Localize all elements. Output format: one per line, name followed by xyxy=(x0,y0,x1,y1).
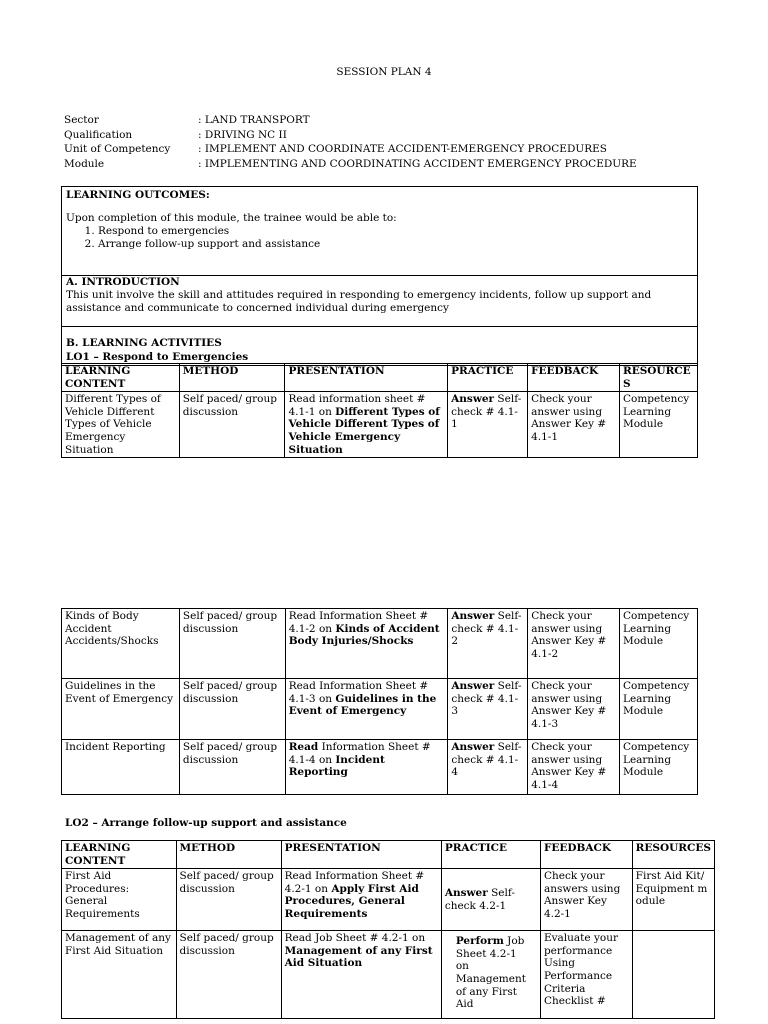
table-header-row xyxy=(62,364,698,392)
cell-practice xyxy=(448,609,528,679)
practice-text: Self-check # 4.1-3 xyxy=(451,680,522,718)
presentation-text: Read information sheet # 4.1-1 on xyxy=(288,393,426,418)
presentation-topic: Kinds of Accident Body Injuries/Shocks xyxy=(288,622,440,648)
cell-content: Kinds of Body Accident Accidents/Shocks xyxy=(62,609,180,679)
presentation-topic: Apply First Aid Procedures, General Requirements xyxy=(284,882,419,920)
lo2-table xyxy=(61,840,715,1019)
meta-key: Unit of Competency xyxy=(64,143,171,156)
outcomes-heading: LEARNING OUTCOMES: xyxy=(66,189,210,201)
table-row xyxy=(62,679,698,740)
meta-value: : IMPLEMENT AND COORDINATE ACCIDENT-EMERGENCY PROCEDURES xyxy=(198,143,607,156)
header-feedback: FEEDBACK xyxy=(540,841,632,869)
practice-verb: Answer xyxy=(451,741,495,753)
outcomes-box xyxy=(61,186,698,276)
outcomes-intro: Upon completion of this module, the trainee would be able to: xyxy=(66,212,397,224)
table-row xyxy=(62,869,715,931)
header-practice: PRACTICE xyxy=(441,841,540,869)
practice-verb: Answer xyxy=(451,393,495,406)
header-resources: RESOURCES xyxy=(619,364,697,392)
meta-key: Module xyxy=(64,157,105,170)
practice-text: Self-check # 4.1-1 xyxy=(451,393,522,431)
introduction-heading: A. INTRODUCTION xyxy=(66,276,180,288)
cell-method: Self paced/ group discussion xyxy=(179,740,285,795)
outcome-item: 2. Arrange follow-up support and assistance xyxy=(98,238,698,251)
presentation-text: Read Information Sheet # 4.2-1 on xyxy=(284,870,425,895)
cell-presentation xyxy=(281,931,441,1019)
cell-feedback: Check your answer using Answer Key # 4.1-1 xyxy=(528,392,620,458)
cell-method: Self paced/ group discussion xyxy=(179,392,285,458)
cell-resources: Competency Learning Module xyxy=(619,740,697,795)
table-row xyxy=(62,931,715,1019)
cell-method: Self paced/ group discussion xyxy=(179,609,285,679)
table-header-row xyxy=(62,841,715,869)
practice-verb: Answer xyxy=(444,887,488,900)
cell-feedback: Check your answer using Answer Key # 4.1-3 xyxy=(528,679,620,740)
meta-value: : IMPLEMENTING AND COORDINATING ACCIDENT EMERGENCY PROCEDURE xyxy=(198,157,637,170)
cell-resources: Competency Learning Module xyxy=(619,609,697,679)
presentation-text: Read Information Sheet # 4.1-3 on xyxy=(288,680,429,705)
outcome-item: 1. Respond to emergencies xyxy=(98,225,698,238)
introduction-text: This unit involve the skill and attitudes required in responding to emergency incidents, follow up support and assistance and communicate to concerned individual during emergency xyxy=(66,289,652,314)
cell-presentation xyxy=(281,869,441,931)
cell-presentation xyxy=(285,740,448,795)
practice-verb: Perform xyxy=(455,935,504,948)
presentation-text: Read Information Sheet # 4.1-2 on xyxy=(288,610,429,635)
lo1-heading: LO1 – Respond to Emergencies xyxy=(66,351,249,363)
meta-row xyxy=(64,128,637,143)
meta-key: Qualification xyxy=(64,128,133,141)
header-practice: PRACTICE xyxy=(448,364,528,392)
meta-row xyxy=(64,142,637,157)
activities-heading: B. LEARNING ACTIVITIES xyxy=(66,337,222,349)
cell-content: Guidelines in the Event of Emergency xyxy=(62,679,180,740)
practice-text: Job Sheet 4.2-1 on Management of any First Aid xyxy=(455,935,526,1011)
header-presentation: PRESENTATION xyxy=(281,841,441,869)
practice-text: Self-check # 4.1-4 xyxy=(451,741,522,779)
table-row xyxy=(62,392,698,458)
meta-row xyxy=(64,113,637,128)
presentation-topic: Guidelines in the Event of Emergency xyxy=(288,692,437,718)
presentation-topic: Management of any First Aid Situation xyxy=(284,944,433,970)
header-resources: RESOURCES xyxy=(632,841,714,869)
activities-box xyxy=(61,326,698,366)
cell-resources xyxy=(632,931,714,1019)
practice-text: Self-check # 4.1-2 xyxy=(451,610,522,648)
cell-resources: First Aid Kit/Equipment module xyxy=(632,869,714,931)
lo1-table-continued xyxy=(61,608,698,795)
cell-content: Management of any First Aid Situation xyxy=(62,931,177,1019)
cell-resources: Competency Learning Module xyxy=(619,679,697,740)
lo1-table xyxy=(61,363,698,458)
cell-presentation xyxy=(285,609,448,679)
header-method: METHOD xyxy=(176,841,281,869)
presentation-text: Information Sheet # 4.1-4 on xyxy=(288,741,431,766)
cell-content: First Aid Procedures: General Requirements xyxy=(62,869,177,931)
cell-content: Incident Reporting xyxy=(62,740,180,795)
presentation-verb: Read xyxy=(288,741,319,753)
cell-method: Self paced/ group discussion xyxy=(176,931,281,1019)
table-row xyxy=(62,609,698,679)
practice-text: Self-check 4.2-1 xyxy=(444,887,515,912)
cell-practice xyxy=(441,869,540,931)
cell-feedback: Check your answer using Answer Key # 4.1-4 xyxy=(528,740,620,795)
cell-presentation xyxy=(285,392,448,458)
presentation-topic: Different Types of Vehicle Different Types of Vehicle Emergency Situation xyxy=(288,405,440,456)
introduction-box xyxy=(61,275,698,327)
header-content: LEARNING CONTENT xyxy=(62,841,177,869)
practice-verb: Answer xyxy=(451,680,495,692)
header-content: LEARNING CONTENT xyxy=(62,364,180,392)
cell-method: Self paced/ group discussion xyxy=(179,679,285,740)
cell-presentation xyxy=(285,679,448,740)
lo2-heading: LO2 – Arrange follow-up support and assistance xyxy=(65,817,347,829)
meta-key: Sector xyxy=(64,114,99,126)
meta-row xyxy=(64,157,637,172)
cell-practice xyxy=(448,740,528,795)
cell-resources: Competency Learning Module xyxy=(619,392,697,458)
header-feedback: FEEDBACK xyxy=(528,364,620,392)
presentation-topic: Incident Reporting xyxy=(288,753,385,779)
cell-practice xyxy=(441,931,540,1019)
cell-practice xyxy=(448,392,528,458)
cell-practice xyxy=(448,679,528,740)
header-presentation: PRESENTATION xyxy=(285,364,448,392)
table-row xyxy=(62,740,698,795)
cell-method: Self paced/ group discussion xyxy=(176,869,281,931)
cell-feedback: Check your answers using Answer Key 4.2-1 xyxy=(540,869,632,931)
meta-value: : DRIVING NC II xyxy=(198,128,287,141)
cell-feedback: Check your answer using Answer Key # 4.1-2 xyxy=(528,609,620,679)
presentation-text: Read Job Sheet # 4.2-1 on xyxy=(284,932,426,945)
meta-value: : LAND TRANSPORT xyxy=(198,114,310,126)
page-title: SESSION PLAN 4 xyxy=(336,66,432,78)
cell-content: Different Types of Vehicle Different Types of Vehicle Emergency Situation xyxy=(62,392,180,458)
cell-feedback: Evaluate your performance Using Performance Criteria Checklist # xyxy=(540,931,632,1019)
outcomes-list xyxy=(62,225,698,251)
module-info xyxy=(64,113,637,171)
header-method: METHOD xyxy=(179,364,285,392)
practice-verb: Answer xyxy=(451,610,495,622)
